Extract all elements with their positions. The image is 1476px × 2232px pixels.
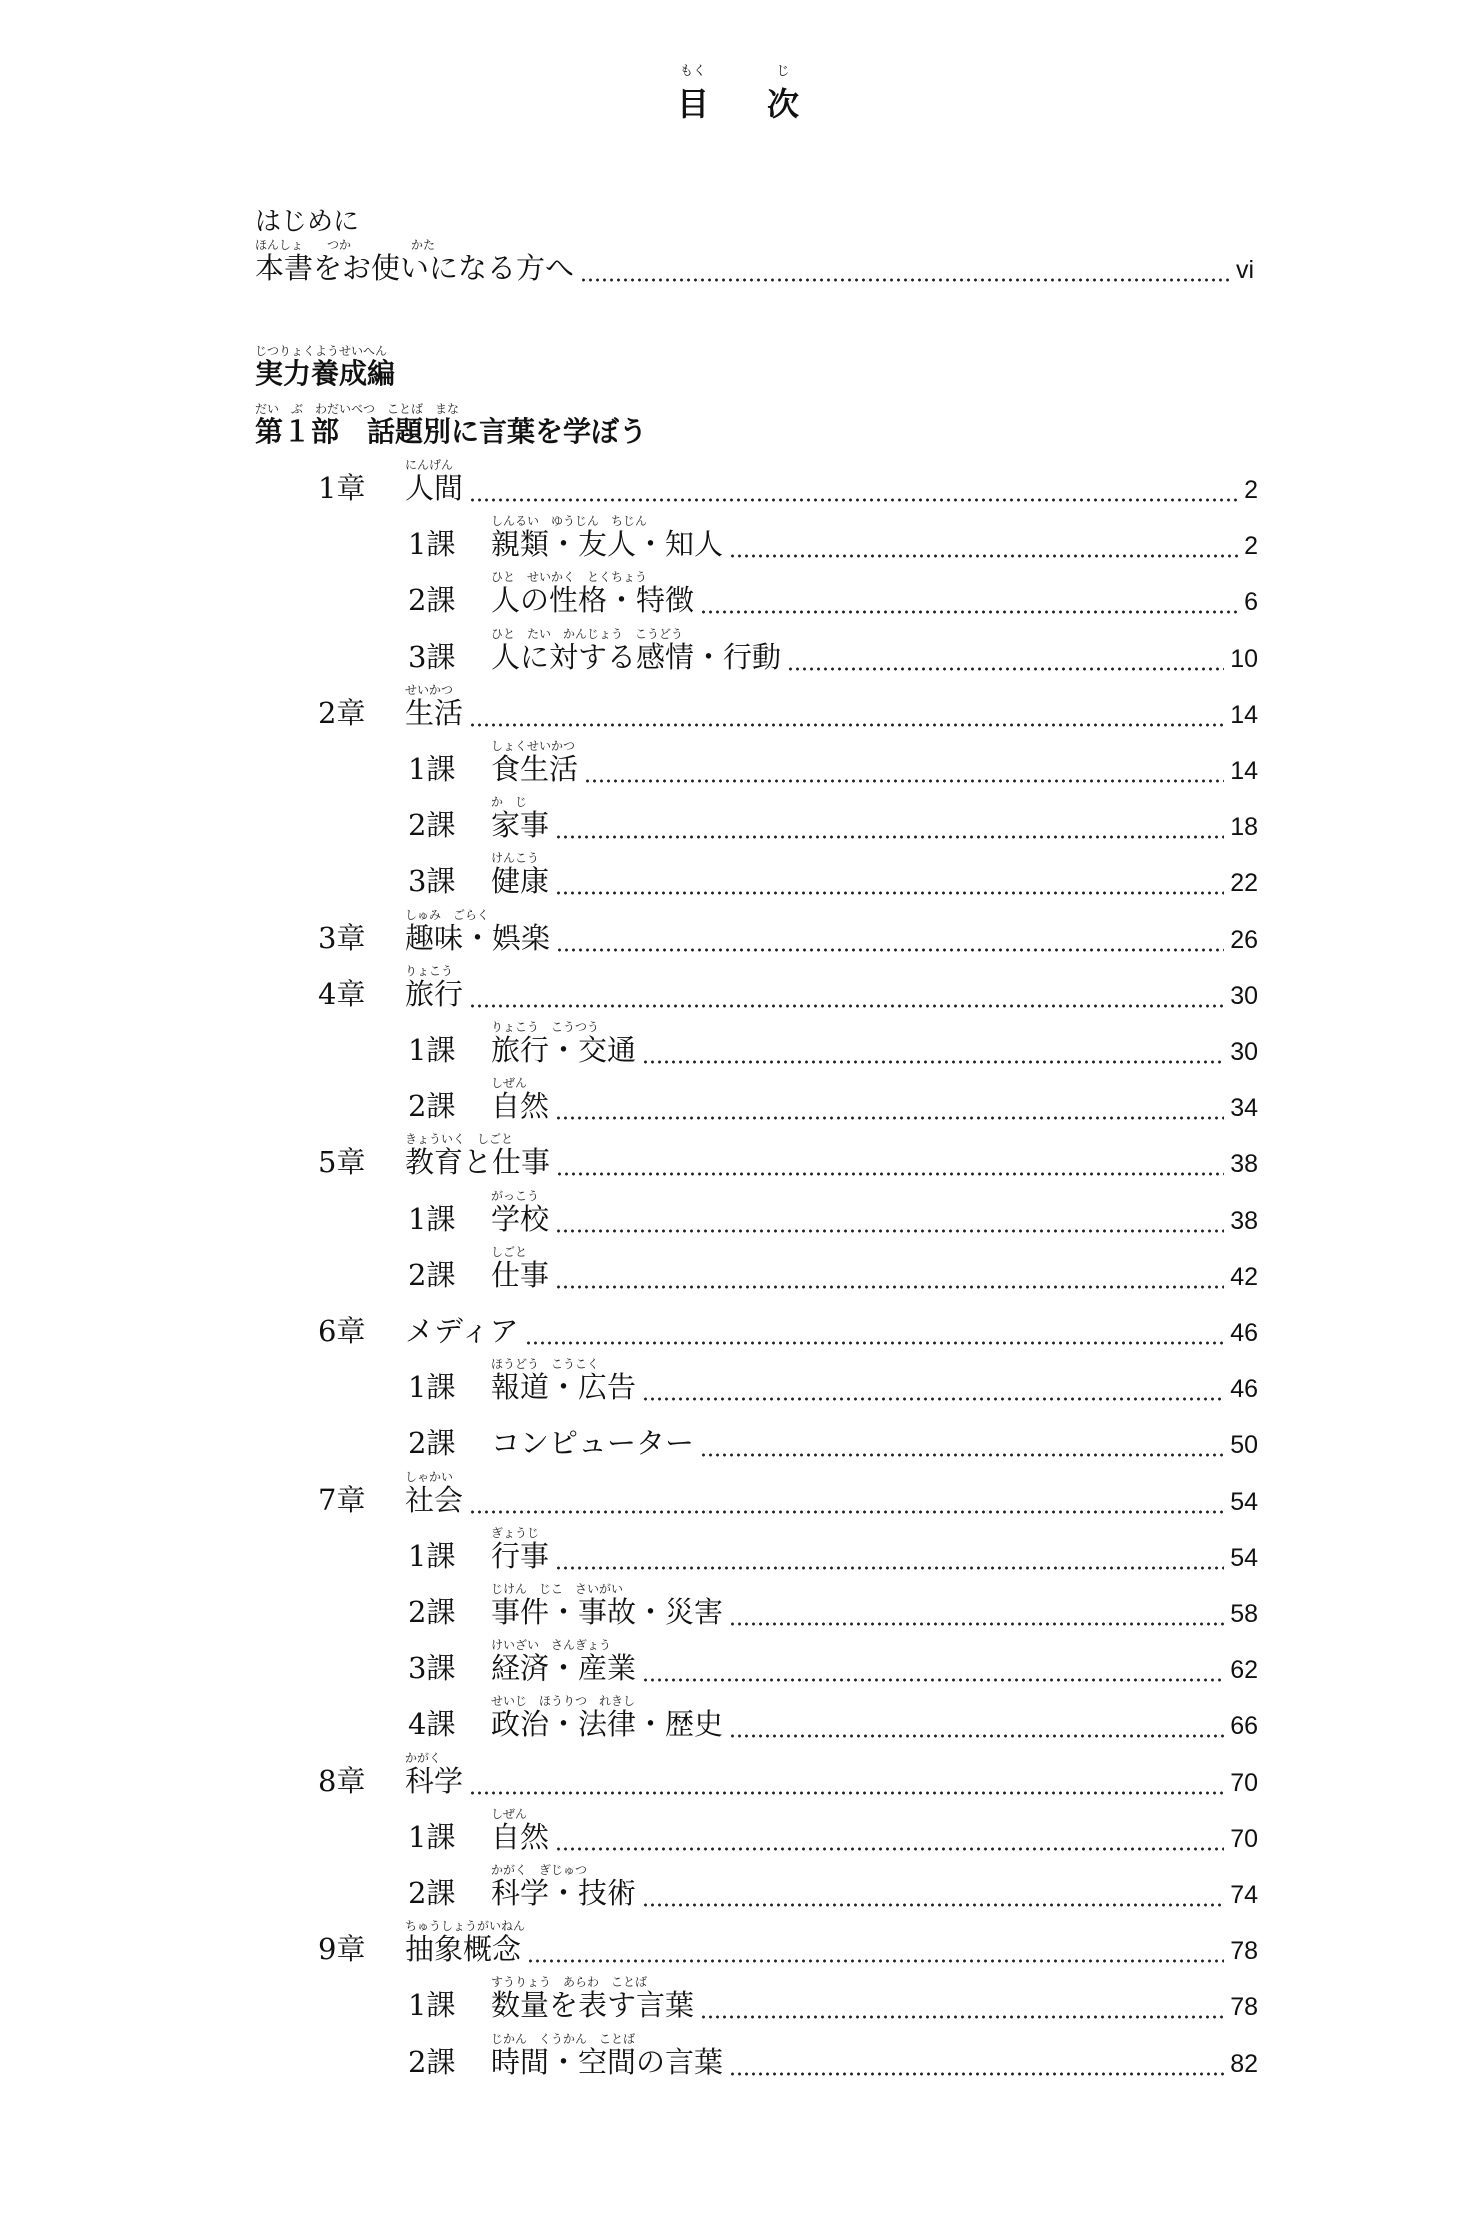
lesson-number: 2課 [408, 2045, 456, 2079]
page-number: 10 [1230, 645, 1258, 673]
entry-title: 事件・事故・災害 [491, 1595, 724, 1629]
page-number: 62 [1230, 1656, 1258, 1684]
entry-ruby: けいざい さんぎょう [491, 1638, 612, 1652]
entry-ruby: すうりょう あらわ ことば [491, 1975, 648, 1989]
lesson-entry[interactable] [0, 1243, 1476, 1299]
entry-title: 健康 [491, 864, 550, 898]
page-number: 34 [1230, 1094, 1258, 1122]
lesson-entry[interactable] [0, 1973, 1476, 2029]
leader-dots [469, 1510, 1224, 1514]
lesson-number: 3課 [408, 864, 456, 898]
entry-ruby: がっこう [491, 1189, 540, 1203]
lesson-entry[interactable] [0, 568, 1476, 624]
lesson-number: 2課 [408, 1258, 456, 1292]
lesson-entry[interactable] [0, 512, 1476, 568]
entry-ruby: りょこう こうつう [491, 1020, 600, 1034]
chapter-entry[interactable] [0, 1917, 1476, 1973]
lesson-entry[interactable] [0, 1580, 1476, 1636]
entry-ruby: かがく [405, 1751, 442, 1765]
leader-dots [555, 1229, 1224, 1233]
entry-ruby: ほうどう こうこく [491, 1357, 600, 1371]
lesson-number: 2課 [408, 1595, 456, 1629]
entry-title: 報道・広告 [491, 1370, 637, 1404]
section-heading [0, 342, 1476, 398]
lesson-entry[interactable] [0, 1861, 1476, 1917]
entry-ruby: ぎょうじ [491, 1526, 540, 1540]
entry-title: 時間・空間の言葉 [491, 2045, 724, 2079]
lesson-entry[interactable] [0, 849, 1476, 905]
lesson-number: 4課 [408, 1707, 456, 1741]
entry-title: 科学 [405, 1764, 464, 1798]
leader-dots [729, 2072, 1224, 2076]
entry-ruby: か じ [491, 795, 528, 809]
intro-label: はじめに [255, 207, 360, 237]
entry-ruby: ひと せいかく とくちょう [491, 570, 648, 584]
entry-ruby: しょくせいかつ [491, 739, 576, 753]
page-number: 6 [1244, 588, 1258, 616]
part-label: 第１部 話題別に言葉を学ぼう [255, 415, 648, 448]
entry-title: 旅行 [405, 977, 464, 1011]
entry-title: 親類・友人・知人 [491, 527, 724, 561]
lesson-number: 2課 [408, 1426, 456, 1460]
leader-dots [555, 835, 1224, 839]
leader-dots [527, 1959, 1224, 1963]
page-number: 78 [1230, 1937, 1258, 1965]
entry-ruby: ひと たい かんじょう こうどう [491, 627, 684, 641]
page-number: 30 [1230, 982, 1258, 1010]
lesson-number: 1課 [408, 527, 456, 561]
leader-dots [700, 1453, 1224, 1457]
page-number: 46 [1230, 1319, 1258, 1347]
chapter-number: 4章 [318, 977, 366, 1011]
part-heading [0, 400, 1476, 456]
entry-title: 抽象概念 [405, 1932, 522, 1966]
entry-ruby: しぜん [491, 1807, 528, 1821]
page-number: 14 [1230, 701, 1258, 729]
leader-dots [642, 1678, 1224, 1682]
leader-dots [700, 610, 1238, 614]
lesson-entry[interactable] [0, 1636, 1476, 1692]
lesson-entry[interactable] [0, 737, 1476, 793]
entry-ruby: じけん じこ さいがい [491, 1582, 624, 1596]
page-number: 66 [1230, 1712, 1258, 1740]
page-number: 18 [1230, 813, 1258, 841]
page-number: 74 [1230, 1881, 1258, 1909]
entry-title: 生活 [405, 696, 464, 730]
leader-dots [555, 1116, 1224, 1120]
leader-dots [642, 1903, 1224, 1907]
entry-ruby: しゅみ ごらく [405, 908, 490, 922]
lesson-entry[interactable] [0, 1805, 1476, 1861]
chapter-entry[interactable] [0, 681, 1476, 737]
chapter-number: 3章 [318, 921, 366, 955]
entry-title: 仕事 [491, 1258, 550, 1292]
entry-ruby: かがく ぎじゅつ [491, 1863, 588, 1877]
entry-title: 人に対する感情・行動 [491, 640, 782, 674]
leader-dots [729, 1734, 1224, 1738]
leader-dots [469, 498, 1238, 502]
entry-ruby: しぜん [491, 1076, 528, 1090]
chapter-entry[interactable] [0, 1299, 1476, 1355]
lesson-number: 1課 [408, 1370, 456, 1404]
entry-ruby: けんこう [491, 851, 540, 865]
leader-dots [525, 1341, 1224, 1345]
chapter-number: 9章 [318, 1932, 366, 1966]
entry-ruby: にんげん [405, 458, 454, 472]
section-ruby: じつりょくようせいへん [255, 344, 388, 358]
lesson-entry[interactable] [0, 1187, 1476, 1243]
page-number: 82 [1230, 2050, 1258, 2078]
chapter-entry[interactable] [0, 906, 1476, 962]
leader-dots [642, 1397, 1224, 1401]
page-number: 14 [1230, 757, 1258, 785]
entry-ruby: しゃかい [405, 1470, 454, 1484]
entry-title: 趣味・娯楽 [405, 921, 551, 955]
chapter-entry[interactable] [0, 1468, 1476, 1524]
page-number: 58 [1230, 1600, 1258, 1628]
entry-title: 人の性格・特徴 [491, 583, 695, 617]
lesson-number: 1課 [408, 752, 456, 786]
lesson-number: 2課 [408, 583, 456, 617]
lesson-number: 3課 [408, 1651, 456, 1685]
entry-title: 行事 [491, 1539, 550, 1573]
leader-dots [555, 891, 1224, 895]
entry-ruby: せいかつ [405, 683, 454, 697]
page-number: 2 [1244, 532, 1258, 560]
leader-dots [787, 667, 1224, 671]
entry-ruby: じかん くうかん ことば [491, 2032, 636, 2046]
lesson-entry[interactable] [0, 625, 1476, 681]
chapter-number: 8章 [318, 1764, 366, 1798]
page-number: 50 [1230, 1431, 1258, 1459]
chapter-number: 1章 [318, 471, 366, 505]
leader-dots [700, 2015, 1224, 2019]
lesson-number: 1課 [408, 1202, 456, 1236]
lesson-number: 2課 [408, 1089, 456, 1123]
leader-dots [729, 554, 1238, 558]
toc-heading-ruby: もく じ [679, 64, 790, 79]
lesson-entry[interactable] [0, 1355, 1476, 1411]
chapter-number: 7章 [318, 1483, 366, 1517]
entry-ruby: きょういく しごと [405, 1132, 514, 1146]
page-number: 54 [1230, 1488, 1258, 1516]
lesson-number: 3課 [408, 640, 456, 674]
lesson-number: 2課 [408, 1876, 456, 1910]
chapter-number: 6章 [318, 1314, 366, 1348]
entry-title: 社会 [405, 1483, 464, 1517]
lesson-entry[interactable] [0, 1074, 1476, 1130]
page-number: 46 [1230, 1375, 1258, 1403]
page-number: 70 [1230, 1825, 1258, 1853]
page-number: 26 [1230, 926, 1258, 954]
lesson-entry[interactable] [0, 793, 1476, 849]
chapter-entry[interactable] [0, 1130, 1476, 1186]
preface-entry[interactable] [0, 236, 1476, 292]
entry-title: 科学・技術 [491, 1876, 637, 1910]
page-number: 42 [1230, 1263, 1258, 1291]
page-number: 2 [1244, 476, 1258, 504]
entry-ruby: しごと [491, 1245, 528, 1259]
entry-title: 旅行・交通 [491, 1033, 637, 1067]
lesson-number: 1課 [408, 1539, 456, 1573]
leader-dots [584, 779, 1224, 783]
leader-dots [555, 1285, 1224, 1289]
lesson-number: 2課 [408, 808, 456, 842]
toc-heading [0, 60, 1476, 125]
chapter-entry[interactable] [0, 1749, 1476, 1805]
page-number: 78 [1230, 1993, 1258, 2021]
chapter-number: 5章 [318, 1145, 366, 1179]
leader-dots [555, 1566, 1224, 1570]
entry-ruby: しんるい ゆうじん ちじん [491, 514, 648, 528]
lesson-entry[interactable] [0, 1018, 1476, 1074]
entry-title: 自然 [491, 1089, 550, 1123]
leader-dots [469, 723, 1224, 727]
toc-title: 目 次 [676, 85, 799, 123]
leader-dots [469, 1791, 1224, 1795]
lesson-entry[interactable] [0, 2030, 1476, 2086]
lesson-entry[interactable] [0, 1524, 1476, 1580]
preface-ruby: ほんしょ つか かた [255, 238, 436, 252]
page-number: 54 [1230, 1544, 1258, 1572]
entry-title: 自然 [491, 1820, 550, 1854]
page-number: 38 [1230, 1207, 1258, 1235]
entry-ruby: ちゅうしょうがいねん [405, 1919, 526, 1933]
entry-ruby: せいじ ほうりつ れきし [491, 1694, 636, 1708]
part-ruby: だい ぶ わだいべつ ことば まな [255, 402, 460, 416]
entry-title: 経済・産業 [491, 1651, 637, 1685]
entry-title: 食生活 [491, 752, 579, 786]
section-label: 実力養成編 [255, 357, 396, 390]
lesson-number: 1課 [408, 1820, 456, 1854]
entry-title: 人間 [405, 471, 464, 505]
page-number: 38 [1230, 1150, 1258, 1178]
entry-ruby: りょこう [405, 964, 454, 978]
entry-title: 政治・法律・歴史 [491, 1707, 724, 1741]
entry-title: メディア [405, 1314, 519, 1348]
chapter-entry[interactable] [0, 962, 1476, 1018]
preface-page: vi [1235, 256, 1254, 284]
leader-dots [729, 1622, 1224, 1626]
leader-dots [469, 1004, 1224, 1008]
leader-dots [556, 1172, 1224, 1176]
lesson-number: 1課 [408, 1988, 456, 2022]
lesson-entry[interactable] [0, 1411, 1476, 1467]
entry-title: 数量を表す言葉 [491, 1988, 695, 2022]
leader-dots [580, 278, 1230, 282]
page-number: 22 [1230, 869, 1258, 897]
leader-dots [642, 1060, 1224, 1064]
page-number: 30 [1230, 1038, 1258, 1066]
chapter-entry[interactable] [0, 456, 1476, 512]
preface-label: 本書をお使いになる方へ [255, 251, 575, 285]
entry-title: 教育と仕事 [405, 1145, 551, 1179]
lesson-entry[interactable] [0, 1692, 1476, 1748]
lesson-number: 1課 [408, 1033, 456, 1067]
chapter-number: 2章 [318, 696, 366, 730]
leader-dots [556, 948, 1224, 952]
entry-title: 家事 [491, 808, 550, 842]
entry-title: 学校 [491, 1202, 550, 1236]
entry-title: コンピューター [491, 1426, 695, 1460]
leader-dots [555, 1847, 1224, 1851]
page-number: 70 [1230, 1769, 1258, 1797]
